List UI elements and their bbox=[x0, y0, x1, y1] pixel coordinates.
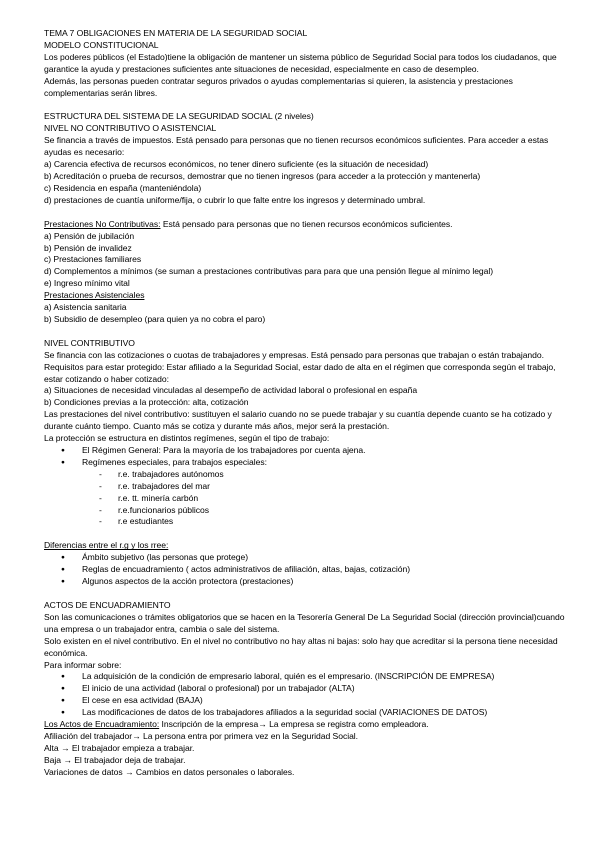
actos-paragraph-1: Son las comunicaciones o trámites obligatorios que se hacen en la Tesorería General De La Seguridad Social (dirección provincial)cuando una empresa o un trabajador entra, cambia o sale del sistema. bbox=[44, 611, 565, 634]
especial-estudiantes: - r.e estudiantes bbox=[44, 516, 572, 528]
pnc-item-familiares: c) Prestaciones familiares bbox=[44, 254, 142, 265]
doc-title: TEMA 7 OBLIGACIONES EN MATERIA DE LA SEGURIDAD SOCIAL bbox=[44, 28, 308, 38]
pnc-item-complementos: d) Complementos a mínimos (se suman a prestaciones contributivas para para que una pensión llegue al mínimo legal) bbox=[44, 266, 494, 277]
informar-variaciones: ● Las modificaciones de datos de los trabajadores afiliados a la seguridad social (VARIACIONES DE DATOS) bbox=[44, 707, 572, 719]
no-contributivo-intro: Se financia a través de impuestos. Está pensado para personas que no tienen recursos económicos suficientes. Para acceder a estas ayudas es necesario: bbox=[44, 135, 549, 158]
regimen-general-item: ● El Régimen General: Para la mayoría de los trabajadores por cuenta ajena. bbox=[44, 445, 572, 457]
especial-autonomos: - r.e. trabajadores autónomos bbox=[44, 469, 572, 481]
regimenes-list bbox=[44, 445, 572, 469]
contributivo-item-a: a) Situaciones de necesidad vinculadas al desempeño de actividad laboral o profesional en españa bbox=[44, 385, 418, 396]
regimenes-especiales-list bbox=[44, 469, 572, 529]
actos-paragraph-3: Para informar sobre: bbox=[44, 659, 122, 670]
requisito-d: d) prestaciones de cuantía uniforme/fija, o cubrir lo que falte entre los ingresos y determinado umbral. bbox=[44, 194, 426, 205]
intro-paragraph-1: Los poderes públicos (el Estado)tiene la obligación de mantener un sistema público de Seguridad Social para todos los ciudadanos, que garantice la ayuda y prestaciones suficientes ante situaciones de necesidad, especialmente en caso de desempleo. bbox=[44, 51, 557, 74]
contributivo-paragraph-4: La protección se estructura en distintos regímenes, según el tipo de trabajo: bbox=[44, 433, 330, 444]
prestaciones-asistenciales-label: Prestaciones Asistenciales bbox=[44, 290, 145, 301]
pnc-item-jubilacion: a) Pensión de jubilación bbox=[44, 230, 135, 241]
actos-paragraph-2: Solo existen en el nivel contributivo. En el nivel no contributivo no hay altas ni bajas: solo hay que acreditar si la persona tiene necesidad económica. bbox=[44, 635, 558, 658]
diferencias-list bbox=[44, 552, 572, 588]
especial-mar: - r.e. trabajadores del mar bbox=[44, 481, 572, 493]
prestaciones-no-contributivas-text: Está pensado para personas que no tienen recursos económicos suficientes. bbox=[160, 218, 453, 229]
pnc-item-ingreso: e) Ingreso mínimo vital bbox=[44, 278, 130, 289]
contributivo-paragraph-1: Se financia con las cotizaciones o cuotas de trabajadores y empresas. Está pensado para personas que trabajan o están trabajando. bbox=[44, 349, 544, 360]
especial-mineria: - r.e. tt. minería carbón bbox=[44, 493, 572, 505]
document-page bbox=[44, 28, 572, 779]
informar-alta: ● El inicio de una actividad (laboral o profesional) por un trabajador (ALTA) bbox=[44, 683, 572, 695]
diferencia-ambito: ● Ámbito subjetivo (las personas que protege) bbox=[44, 552, 572, 564]
variaciones-line: Variaciones de datos → Cambios en datos personales o laborales. bbox=[44, 766, 295, 777]
prestaciones-no-contributivas-line bbox=[44, 219, 572, 231]
afiliacion-line: Afiliación del trabajador→ La persona entra por primera vez en la Seguridad Social. bbox=[44, 730, 359, 741]
requisito-c: c) Residencia en españa (manteniéndola) bbox=[44, 182, 202, 193]
intro-paragraph-2: Además, las personas pueden contratar seguros privados o ayudas complementarias si quieren, la asistencia y prestaciones complementarias serán libres. bbox=[44, 75, 513, 98]
contributivo-item-b: b) Condiciones previas a la protección: alta, cotización bbox=[44, 397, 249, 408]
informar-baja: ● El cese en esa actividad (BAJA) bbox=[44, 695, 572, 707]
actos-encuadramiento-text: Inscripción de la empresa→ La empresa se registra como empleadora. bbox=[159, 719, 429, 730]
especial-funcionarios: - r.e.funcionarios públicos bbox=[44, 505, 572, 517]
alta-line: Alta → El trabajador empieza a trabajar. bbox=[44, 742, 195, 753]
requisito-a: a) Carencia efectiva de recursos económicos, no tener dinero suficiente (es la situación de necesidad) bbox=[44, 159, 429, 170]
estructura-heading: ESTRUCTURA DEL SISTEMA DE LA SEGURIDAD SOCIAL (2 niveles) bbox=[44, 111, 314, 122]
baja-line: Baja → El trabajador deja de trabajar. bbox=[44, 754, 186, 765]
actos-encuadramiento-label: Los Actos de Encuadramiento: bbox=[44, 719, 160, 730]
pnc-item-invalidez: b) Pensión de invalidez bbox=[44, 242, 132, 253]
nivel-no-contributivo-heading: NIVEL NO CONTRIBUTIVO O ASISTENCIAL bbox=[44, 123, 217, 134]
informar-inscripcion: ● La adquisición de la condición de empresario laboral, quién es el empresario. (INSCRIPCIÓN DE EMPRESA) bbox=[44, 671, 572, 683]
nivel-contributivo-heading: NIVEL CONTRIBUTIVO bbox=[44, 337, 135, 348]
contributivo-paragraph-2: Requisitos para estar protegido: Estar afiliado a la Seguridad Social, estar dado de alta en el régimen que corresponda según el trabajo, estar cotizando o haber cotizado: bbox=[44, 361, 556, 384]
contributivo-paragraph-3: Las prestaciones del nivel contributivo: sustituyen el salario cuando no se puede trabajar y su cuantía depende cuanto se ha cotizado y durante cuánto tiempo. Cuanto más se cotiza y durante más años, mejor será la prestación. bbox=[44, 409, 552, 432]
subtitle-modelo: MODELO CONSTITUCIONAL bbox=[44, 39, 159, 50]
diferencia-accion: ● Algunos aspectos de la acción protectora (prestaciones) bbox=[44, 576, 572, 588]
actos-encuadramiento-line bbox=[44, 719, 572, 731]
diferencias-heading: Diferencias entre el r.g y los rree: bbox=[44, 540, 169, 551]
prestaciones-no-contributivas-label: Prestaciones No Contributivas: bbox=[44, 218, 161, 229]
informar-list bbox=[44, 671, 572, 719]
actos-encuadramiento-heading: ACTOS DE ENCUADRAMIENTO bbox=[44, 599, 171, 610]
requisito-b: b) Acreditación o prueba de recursos, demostrar que no tienen ingresos (para acceder a la protección y mantenerla) bbox=[44, 170, 481, 181]
regimenes-especiales-item: ● Regímenes especiales, para trabajos especiales: bbox=[44, 457, 572, 469]
diferencia-reglas: ● Reglas de encuadramiento ( actos administrativos de afiliación, altas, bajas, cotización) bbox=[44, 564, 572, 576]
pa-item-asistencia: a) Asistencia sanitaria bbox=[44, 302, 127, 313]
pa-item-subsidio: b) Subsidio de desempleo (para quien ya no cobra el paro) bbox=[44, 313, 266, 324]
